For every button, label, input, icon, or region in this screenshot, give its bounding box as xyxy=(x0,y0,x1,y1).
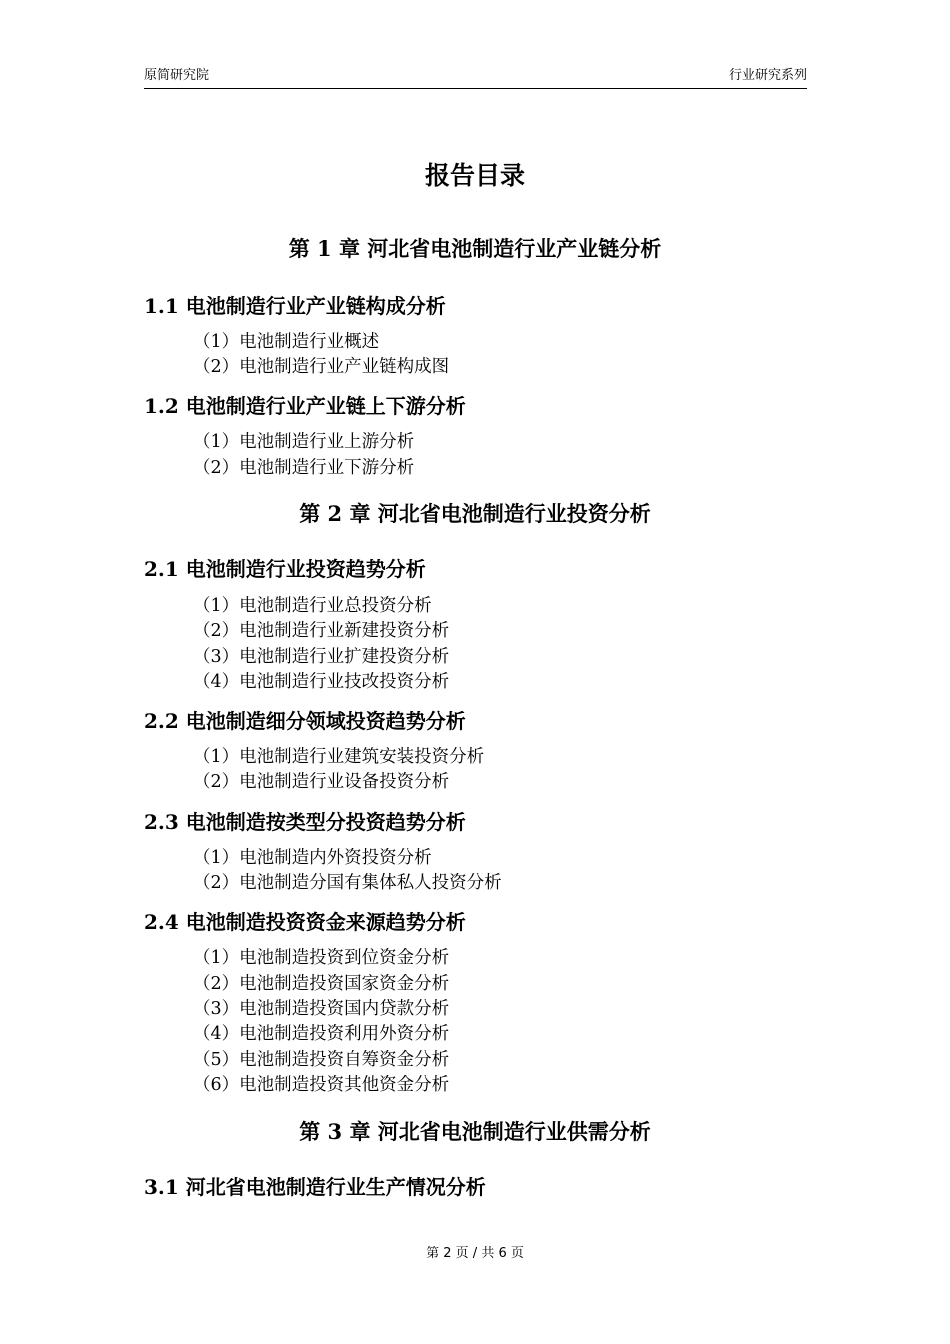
toc-title: 报告目录 xyxy=(424,161,525,190)
toc-item: （1）电池制造行业建筑安装投资分析 xyxy=(193,747,485,767)
toc-item: （1）电池制造行业上游分析 xyxy=(193,432,415,452)
toc-item: （1）电池制造行业总投资分析 xyxy=(193,596,432,616)
toc-item: （4）电池制造行业技改投资分析 xyxy=(193,672,450,692)
section-heading: 3.1 河北省电池制造行业生产情况分析 xyxy=(144,1175,486,1199)
page-number: 第 2 页 / 共 6 页 xyxy=(426,1246,524,1261)
toc-item: （2）电池制造行业产业链构成图 xyxy=(193,357,450,377)
toc-item: （6）电池制造投资其他资金分析 xyxy=(193,1075,450,1095)
section-heading: 2.2 电池制造细分领域投资趋势分析 xyxy=(144,709,466,733)
toc-item: （1）电池制造内外资投资分析 xyxy=(193,848,432,868)
toc-item: （2）电池制造分国有集体私人投资分析 xyxy=(193,873,502,893)
section-heading: 2.4 电池制造投资资金来源趋势分析 xyxy=(144,910,466,934)
toc-item: （2）电池制造行业设备投资分析 xyxy=(193,772,450,792)
toc-item: （1）电池制造行业概述 xyxy=(193,332,380,352)
toc-item: （5）电池制造投资自筹资金分析 xyxy=(193,1050,450,1070)
section-heading: 2.3 电池制造按类型分投资趋势分析 xyxy=(144,810,466,834)
page-header xyxy=(144,66,807,89)
toc-item: （4）电池制造投资利用外资分析 xyxy=(193,1024,450,1044)
toc-item: （2）电池制造投资国家资金分析 xyxy=(193,974,450,994)
chapter-heading: 第 1 章 河北省电池制造行业产业链分析 xyxy=(288,236,662,261)
chapter-heading: 第 2 章 河北省电池制造行业投资分析 xyxy=(299,501,651,526)
toc-item: （3）电池制造投资国内贷款分析 xyxy=(193,999,450,1019)
section-heading: 2.1 电池制造行业投资趋势分析 xyxy=(144,557,426,581)
toc-item: （2）电池制造行业下游分析 xyxy=(193,458,415,478)
toc-item: （2）电池制造行业新建投资分析 xyxy=(193,621,450,641)
section-heading: 1.1 电池制造行业产业链构成分析 xyxy=(144,294,446,318)
chapter-heading: 第 3 章 河北省电池制造行业供需分析 xyxy=(299,1119,651,1144)
toc-item: （1）电池制造投资到位资金分析 xyxy=(193,948,450,968)
toc-item: （3）电池制造行业扩建投资分析 xyxy=(193,647,450,667)
header-series: 行业研究系列 xyxy=(728,68,807,83)
header-org: 原简研究院 xyxy=(144,68,210,83)
section-heading: 1.2 电池制造行业产业链上下游分析 xyxy=(144,394,466,418)
